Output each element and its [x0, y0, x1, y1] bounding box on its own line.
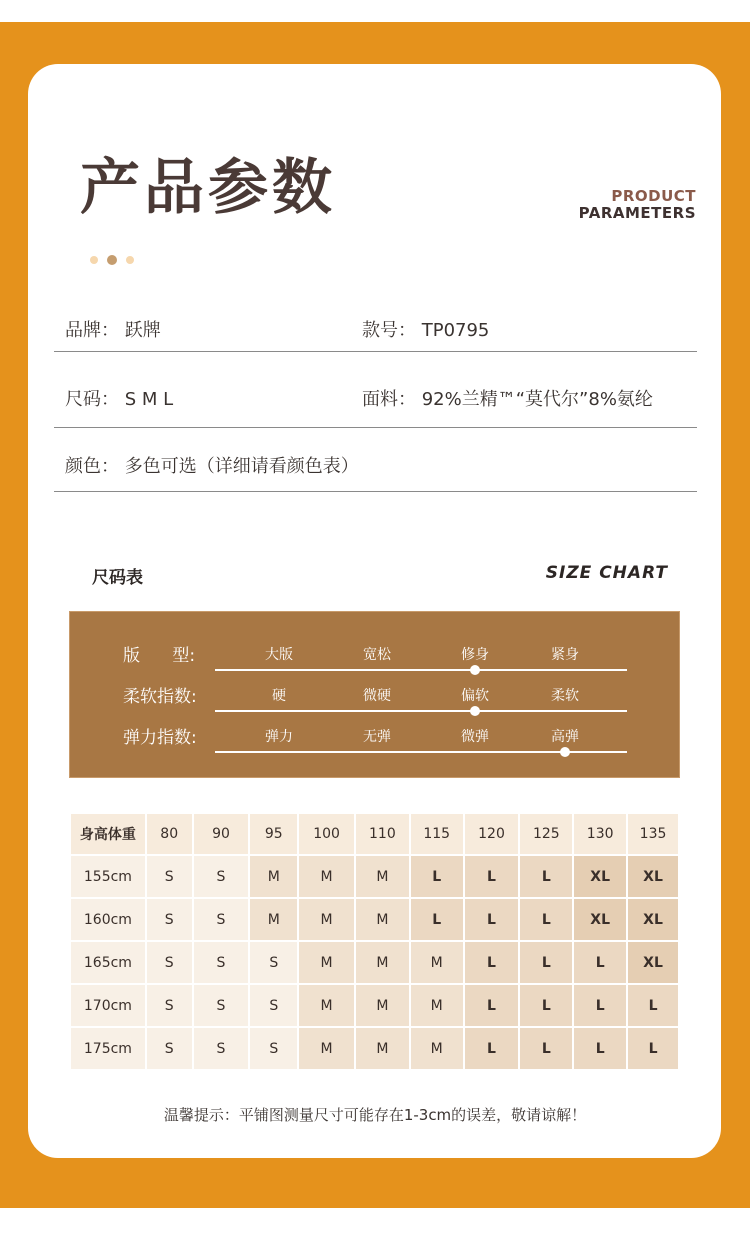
- size-cell: M: [299, 985, 354, 1026]
- size-cell: XL: [628, 942, 678, 983]
- slider-option: 高弹: [551, 729, 579, 745]
- size-cell: S: [147, 1028, 192, 1069]
- size-cell: L: [574, 985, 626, 1026]
- slider-option: 大版: [265, 647, 293, 663]
- table-row: [71, 985, 678, 1026]
- slider-option: 偏软: [461, 688, 489, 704]
- size-cell: S: [194, 985, 249, 1026]
- weight-header-cell: 130: [574, 814, 626, 854]
- size-cell: L: [520, 985, 572, 1026]
- table-row: [71, 856, 678, 897]
- weight-header-cell: 115: [411, 814, 463, 854]
- weight-header-cell: 135: [628, 814, 678, 854]
- table-row: [71, 1028, 678, 1069]
- size-cell: L: [628, 985, 678, 1026]
- weight-header-cell: 90: [194, 814, 249, 854]
- table-row: [71, 942, 678, 983]
- size-cell: XL: [574, 899, 626, 940]
- height-cell: 160cm: [71, 899, 145, 940]
- size-cell: L: [465, 899, 519, 940]
- dot-2: [107, 255, 117, 265]
- table-corner-cell: 身高体重: [71, 814, 145, 854]
- size-cell: L: [465, 856, 519, 897]
- slider-knob: [470, 706, 480, 716]
- size-cell: S: [194, 899, 249, 940]
- size-cell: M: [299, 1028, 354, 1069]
- size-cell: L: [465, 985, 519, 1026]
- height-cell: 155cm: [71, 856, 145, 897]
- measurement-note: 温馨提示：平铺图测量尺寸可能存在1-3cm的误差，敬请谅解！: [163, 1106, 587, 1124]
- size-cell: S: [147, 985, 192, 1026]
- slider-option: 修身: [461, 647, 489, 663]
- size-cell: L: [465, 1028, 519, 1069]
- size-field: 尺码： S M L: [65, 389, 174, 410]
- size-cell: L: [628, 1028, 678, 1069]
- size-table: [69, 812, 680, 1071]
- size-cell: M: [356, 856, 409, 897]
- slider-option: 弹力: [265, 729, 293, 745]
- size-cell: L: [574, 1028, 626, 1069]
- dot-1: [90, 256, 98, 264]
- color-field: 颜色： 多色可选（详细请看颜色表）: [65, 456, 359, 477]
- size-chart-title-en: SIZE CHART: [545, 563, 668, 583]
- size-cell: S: [147, 942, 192, 983]
- divider: [54, 491, 697, 492]
- slider-option: 紧身: [551, 647, 579, 663]
- slider-option: 硬: [272, 688, 286, 704]
- size-cell: M: [356, 899, 409, 940]
- brand-field: 品牌： 跃牌: [65, 320, 161, 341]
- size-cell: XL: [628, 856, 678, 897]
- size-cell: M: [411, 985, 463, 1026]
- size-cell: L: [574, 942, 626, 983]
- slider-option: 无弹: [363, 729, 391, 745]
- model-field: 款号： TP0795: [362, 320, 490, 341]
- divider: [54, 351, 697, 352]
- table-header-row: [71, 814, 678, 854]
- slider-label: 弹力指数:: [123, 728, 197, 748]
- weight-header-cell: 95: [250, 814, 297, 854]
- divider: [54, 427, 697, 428]
- size-cell: M: [250, 856, 297, 897]
- slider-label: 版 型:: [123, 646, 196, 666]
- size-cell: L: [520, 1028, 572, 1069]
- size-cell: S: [194, 942, 249, 983]
- title-en-line1: PRODUCT: [611, 187, 696, 205]
- size-cell: S: [147, 856, 192, 897]
- size-cell: M: [299, 856, 354, 897]
- size-cell: L: [520, 942, 572, 983]
- slider-label: 柔软指数:: [123, 687, 197, 707]
- slider-track: [215, 710, 627, 712]
- slider-knob: [560, 747, 570, 757]
- weight-header-cell: 125: [520, 814, 572, 854]
- size-cell: S: [147, 899, 192, 940]
- size-cell: L: [520, 899, 572, 940]
- size-cell: XL: [628, 899, 678, 940]
- fit-indicator-panel: [69, 611, 680, 778]
- weight-header-cell: 80: [147, 814, 192, 854]
- slider-option: 柔软: [551, 688, 579, 704]
- fabric-field: 面料： 92%兰精™“莫代尔”8%氨纶: [362, 389, 653, 410]
- size-cell: L: [520, 856, 572, 897]
- slider-option: 宽松: [363, 647, 391, 663]
- size-cell: M: [356, 985, 409, 1026]
- size-cell: M: [411, 942, 463, 983]
- size-cell: M: [411, 1028, 463, 1069]
- size-cell: L: [465, 942, 519, 983]
- title-en-line2: PARAMETERS: [578, 204, 696, 222]
- weight-header-cell: 110: [356, 814, 409, 854]
- size-cell: S: [250, 985, 297, 1026]
- size-cell: XL: [574, 856, 626, 897]
- weight-header-cell: 100: [299, 814, 354, 854]
- size-cell: S: [194, 1028, 249, 1069]
- slider-option: 微弹: [461, 729, 489, 745]
- size-cell: L: [411, 899, 463, 940]
- dot-3: [126, 256, 134, 264]
- table-row: [71, 899, 678, 940]
- size-cell: M: [299, 942, 354, 983]
- size-cell: M: [356, 942, 409, 983]
- size-cell: M: [250, 899, 297, 940]
- size-cell: L: [411, 856, 463, 897]
- size-chart-title: 尺码表: [92, 568, 143, 588]
- page-title: 产品参数: [80, 153, 336, 223]
- size-cell: S: [250, 1028, 297, 1069]
- height-cell: 165cm: [71, 942, 145, 983]
- size-cell: M: [299, 899, 354, 940]
- slider-track: [215, 669, 627, 671]
- height-cell: 170cm: [71, 985, 145, 1026]
- size-cell: S: [250, 942, 297, 983]
- slider-knob: [470, 665, 480, 675]
- weight-header-cell: 120: [465, 814, 519, 854]
- height-cell: 175cm: [71, 1028, 145, 1069]
- slider-option: 微硬: [363, 688, 391, 704]
- size-cell: S: [194, 856, 249, 897]
- size-cell: M: [356, 1028, 409, 1069]
